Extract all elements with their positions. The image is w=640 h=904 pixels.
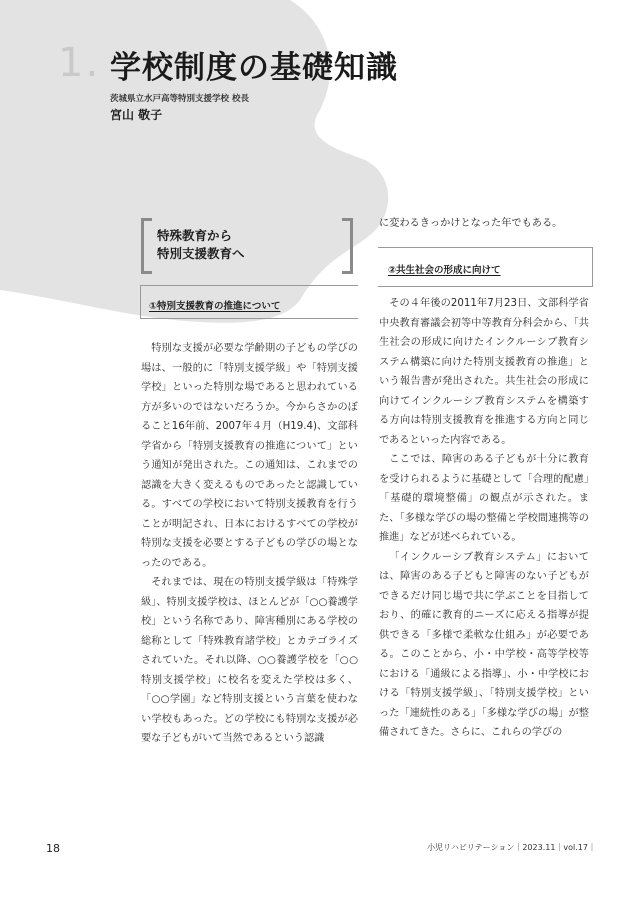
chapter-number: 1. bbox=[58, 40, 101, 86]
right-bracket bbox=[342, 218, 353, 274]
journal-footer: 小児リハビリテーション｜2023.11｜vol.17｜ bbox=[427, 843, 596, 852]
author-name: 宮山 敬子 bbox=[110, 108, 163, 122]
subheading-1-text: ①特別支援教育の推進について bbox=[149, 301, 281, 312]
left-column bbox=[141, 339, 358, 749]
subheading-2-text: ②共生社会の形成に向けて bbox=[388, 265, 501, 276]
paragraph: 「インクルーシブ教育システム」においては、障害のある子どもと障害のない子どもができるだけ同じ場で共に学ぶことを目指しており、的確に教育的ニーズに応える指導が提供できる「多様で柔軟な仕組み」が必要である。このことから、小・中学校・高等学校等における「通級による指導」、小・中学校における「特別支援学級」、「特別支援学校」といった「連続性のある」「多様な学びの場」が整備されてきた。さらに、これらの学びの bbox=[379, 551, 589, 738]
author-affiliation: 茨城県立水戸高等特別支援学校 校長 bbox=[110, 94, 249, 104]
left-bracket bbox=[141, 218, 152, 274]
paragraph: それまでは、現在の特別支援学級は「特殊学級」、特別支援学校は、ほとんどが「○○養護学校」という名称であり、障害種別にある学校の総称として「特殊教育諸学校」とカテゴライズされていた。それ以降、○○養護学校を「○○特別支援学校」に校名を変えた学校は多く、「○○学園」など特別支援という言葉を使わない学校もあった。どの学校にも特別な支援が必要な子どもがいて当然であるという認識 bbox=[141, 577, 358, 744]
paragraph: ここでは、障害のある子どもが十分に教育を受けられるように基礎として「合理的配慮」「基礎的環境整備」の観点が示された。また、「多様な学びの場の整備と学校間連携等の推進」などが述べられている。 bbox=[379, 454, 589, 543]
section-heading bbox=[157, 227, 245, 263]
section-heading-box bbox=[141, 218, 353, 270]
page-number: 18 bbox=[46, 842, 60, 855]
subheading-1 bbox=[140, 285, 358, 319]
section-heading-line1: 特殊教育から bbox=[157, 228, 233, 243]
paragraph: その４年後の2011年7月23日、文部科学省中央教育審議会初等中等教育分科会から、「共生社会の形成に向けたインクルーシブ教育システム構築に向けた特別支援教育の推進」という報告書が発出された。共生社会の形成に向けてインクルーシブ教育システムを構築する方向は特別支援教育を推進する方向と同じであるといった内容である。 bbox=[379, 298, 589, 446]
right-column bbox=[379, 294, 589, 743]
paragraph: 特別な支援が必要な学齢期の子どもの学びの場は、一般的に「特別支援学級」や「特別支援学校」といった特別な場であると思われている方が多いのではないだろうか。今からさかのぼること16年前、2007年４月（H19.4)、文部科学省から「特別支援教育の推進について」という通知が発出された。この通知は、これまでの認識を大きく変えるものであったと認識している。すべての学校において特別支援教育を行うことが明記され、日本におけるすべての学校が特別な支援を必要とする子どもの学びの場となったのである。 bbox=[141, 343, 358, 569]
subheading-2 bbox=[378, 247, 593, 287]
paragraph-continuation: に変わるきっかけとなった年でもある。 bbox=[379, 218, 563, 229]
page-title: 学校制度の基礎知識 bbox=[110, 50, 398, 86]
section-heading-line2: 特別支援教育へ bbox=[157, 246, 245, 261]
